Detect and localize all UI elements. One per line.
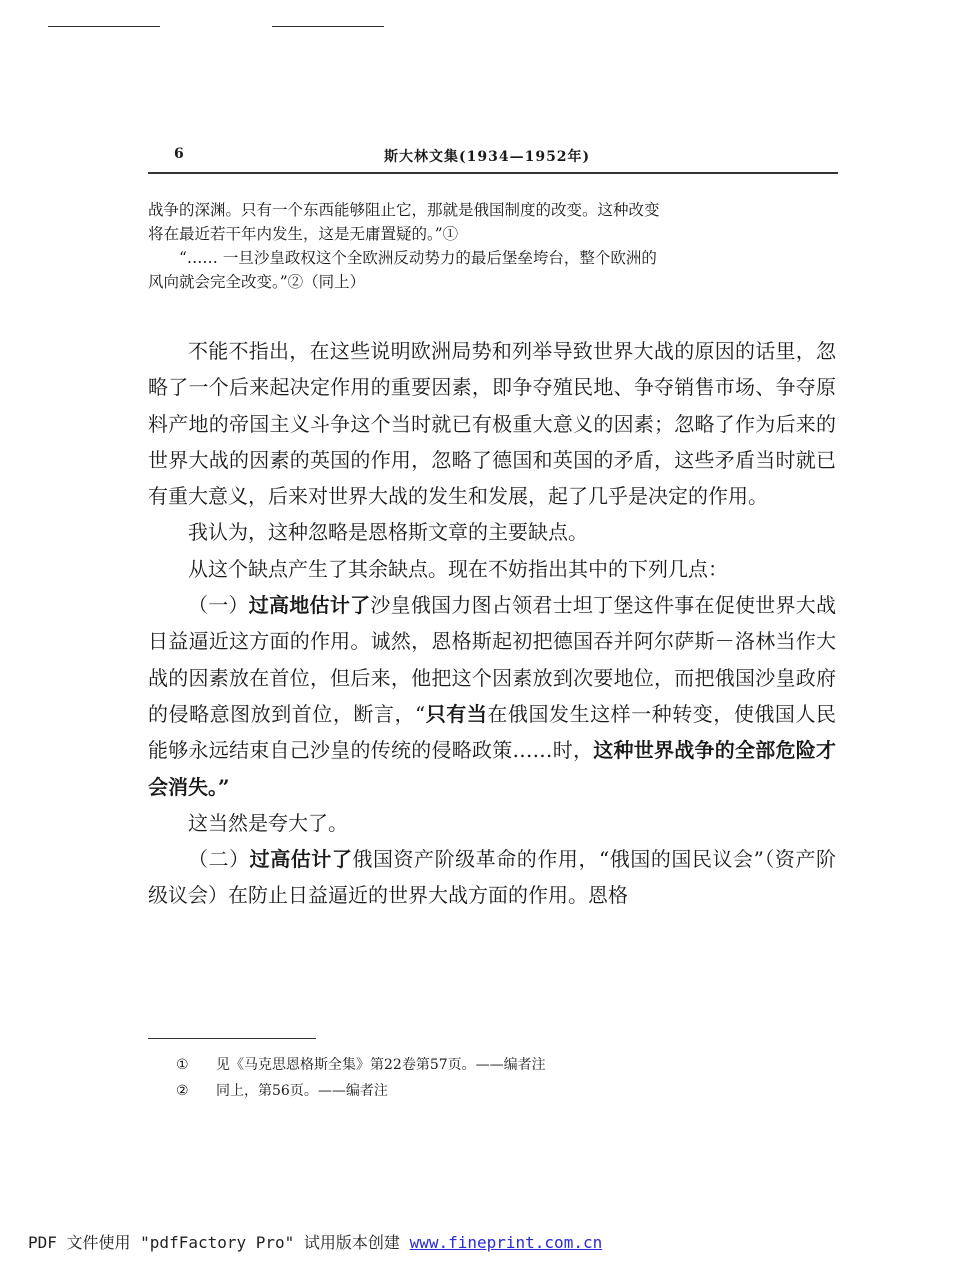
header-rule bbox=[148, 172, 838, 174]
paragraph: 我认为，这种忽略是恩格斯文章的主要缺点。 bbox=[188, 520, 588, 545]
emphasis: 过高估计了 bbox=[249, 847, 353, 872]
footnote-text: 见《马克思恩格斯全集》第22卷第57页。——编者注 bbox=[216, 1057, 546, 1073]
footnote-marker: ② bbox=[176, 1083, 189, 1099]
footnote-marker: ① bbox=[176, 1057, 189, 1073]
text-run: 俄国资产阶级革命的作用，“俄国的国民议会”（资产阶级议会）在防止日益逼近的世界大战方面的作用。恩格 bbox=[148, 847, 837, 908]
emphasis: 过高地估计了 bbox=[248, 593, 371, 618]
paragraph bbox=[148, 841, 836, 914]
quote-block bbox=[148, 198, 838, 294]
emphasis: 只有当 bbox=[425, 701, 488, 726]
footer-link[interactable]: www.fineprint.com.cn bbox=[409, 1233, 603, 1252]
enum-marker: （二） bbox=[188, 847, 250, 872]
quote-line: 风向就会完全改变。”②（同上） bbox=[148, 273, 366, 291]
text-run: 在俄国发生这样一种转变，使俄国人民能够永远结束自己沙皇的传统的侵略政策……时， bbox=[148, 701, 837, 763]
footnote bbox=[176, 1078, 546, 1104]
enum-marker: （一） bbox=[188, 593, 249, 618]
footnote-text: 同上，第56页。——编者注 bbox=[216, 1083, 388, 1099]
page-header bbox=[174, 146, 834, 168]
running-title: 斯大林文集(1934—1952年) bbox=[384, 149, 591, 165]
pdf-footer bbox=[28, 1230, 602, 1253]
quote-line: 战争的深渊。只有一个东西能够阻止它，那就是俄国制度的改变。这种改变 bbox=[148, 201, 660, 219]
quote-line: “…… 一旦沙皇政权这个全欧洲反动势力的最后堡垒垮台，整个欧洲的 bbox=[179, 249, 657, 267]
top-rule-right bbox=[272, 26, 384, 27]
paragraph bbox=[148, 587, 836, 805]
footer-text: PDF 文件使用 "pdfFactory Pro" 试用版本创建 bbox=[28, 1233, 410, 1252]
body-text bbox=[148, 333, 836, 914]
footnote-rule bbox=[148, 1038, 316, 1039]
emphasis: 这种世界战争的全部危险才会消失。” bbox=[148, 738, 836, 799]
quote-line: 将在最近若干年内发生，这是无庸置疑的。”① bbox=[148, 225, 459, 243]
paragraph: 这当然是夸大了。 bbox=[188, 810, 348, 835]
paragraph: 不能不指出，在这些说明欧洲局势和列举导致世界大战的原因的话里，忽略了一个后来起决定作用的重要因素，即争夺殖民地、争夺销售市场、争夺原料产地的帝国主义斗争这个当时就已有极重大意义的因素；忽略了作为后来的世界大战的因素的英国的作用，忽略了德国和英国的矛盾，这些矛盾当时就已有重大意义，后来对世界大战的发生和发展，起了几乎是决定的作用。 bbox=[148, 339, 836, 509]
footnotes bbox=[176, 1052, 546, 1104]
page-number: 6 bbox=[174, 146, 184, 162]
text-run: 沙皇俄国力图占领君士坦丁堡这件事在促使世界大战日益逼近这方面的作用。诚然，恩格斯起初把德国吞并阿尔萨斯－洛林当作大战的因素放在首位，但后来，他把这个因素放到次要地位，而把俄国沙皇政府的侵略意图放到首位，断言，“ bbox=[148, 593, 837, 726]
top-rule-left bbox=[48, 26, 160, 27]
paragraph: 从这个缺点产生了其余缺点。现在不妨指出其中的下列几点： bbox=[188, 556, 728, 581]
footnote bbox=[176, 1052, 546, 1078]
